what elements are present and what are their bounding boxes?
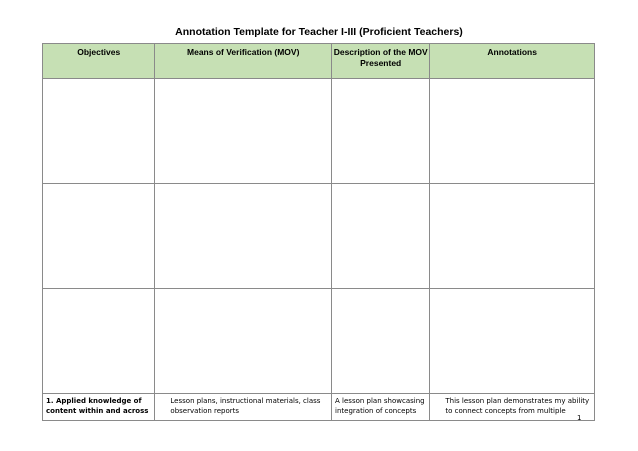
table-row (43, 394, 595, 421)
empty-cell[interactable] (332, 289, 430, 394)
empty-cell[interactable] (332, 79, 430, 184)
mov-cell: Lesson plans, instructional materials, class observation reports (155, 394, 332, 421)
empty-cell[interactable] (430, 184, 595, 289)
table-row-empty (43, 79, 595, 184)
header-description: Description of the MOV Presented (332, 44, 430, 79)
objective-cell: 1. Applied knowledge of content within and across (43, 394, 155, 421)
empty-cell[interactable] (43, 184, 155, 289)
empty-cell[interactable] (430, 289, 595, 394)
header-annotations: Annotations (430, 44, 595, 79)
annotation-cell: This lesson plan demonstrates my ability to connect concepts from multiple (430, 394, 595, 421)
empty-cell[interactable] (43, 79, 155, 184)
empty-cell[interactable] (155, 289, 332, 394)
header-row (43, 44, 595, 79)
annotation-table (42, 43, 595, 415)
page-number: 1 (577, 414, 582, 422)
empty-cell[interactable] (155, 184, 332, 289)
header-means-of-verification: Means of Verification (MOV) (155, 44, 332, 79)
empty-cell[interactable] (155, 79, 332, 184)
page-title: Annotation Template for Teacher I-III (Proficient Teachers) (175, 26, 463, 38)
empty-cell[interactable] (43, 289, 155, 394)
empty-cell[interactable] (430, 79, 595, 184)
table-row-empty (43, 184, 595, 289)
empty-cell[interactable] (332, 184, 430, 289)
table-row-empty (43, 289, 595, 394)
description-cell: A lesson plan showcasing integration of concepts (332, 394, 430, 421)
header-objectives: Objectives (43, 44, 155, 79)
